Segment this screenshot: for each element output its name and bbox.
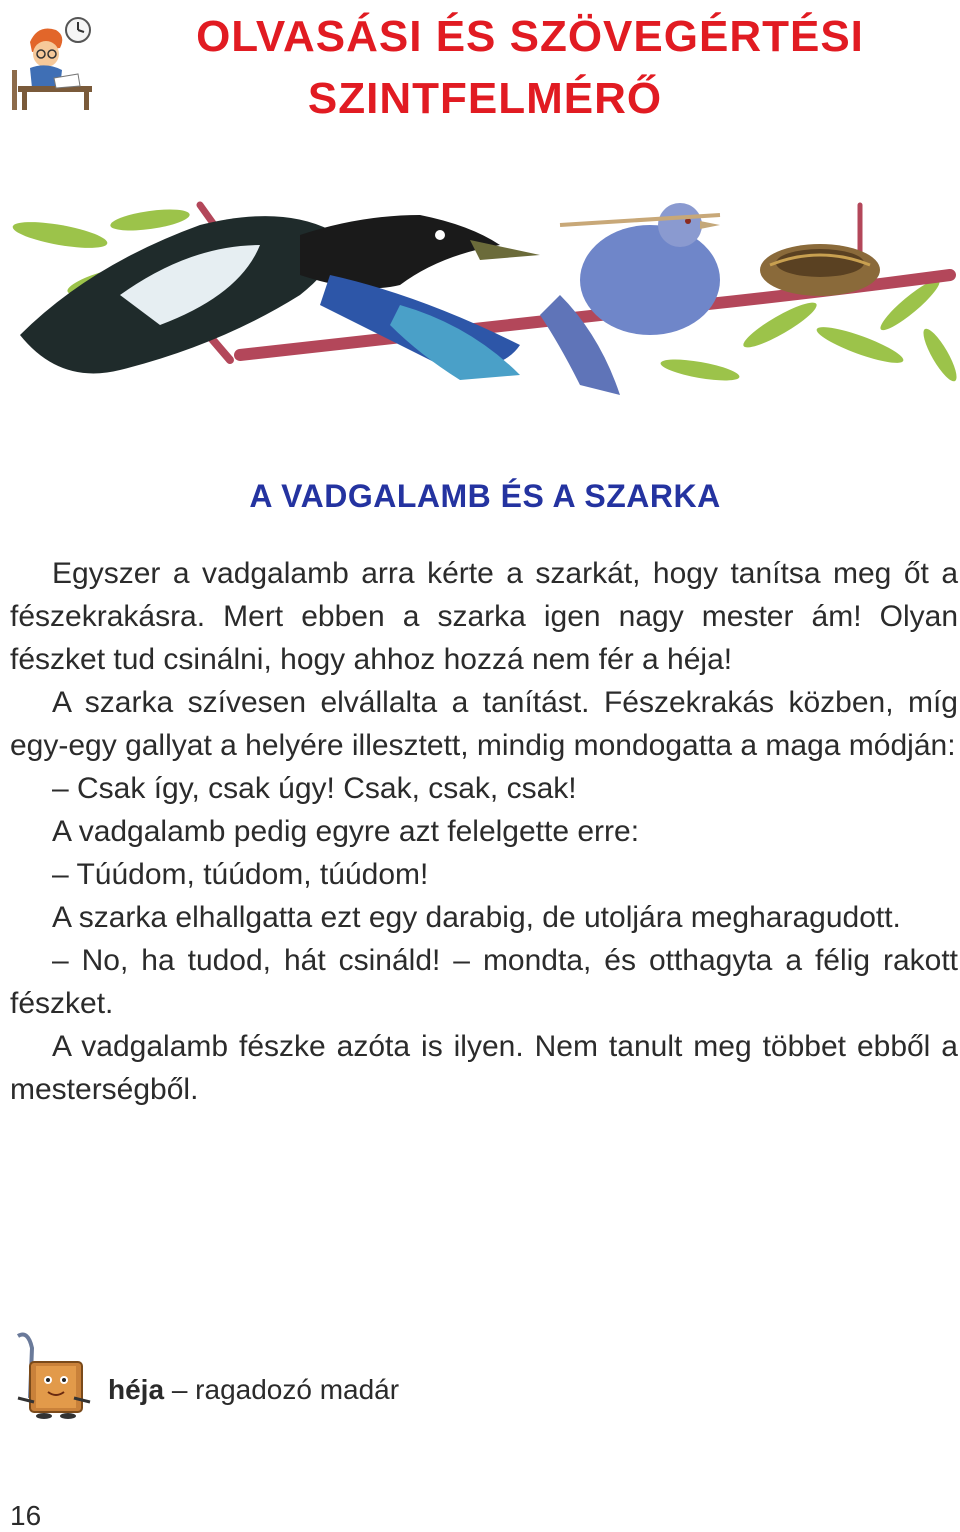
story-body: [10, 552, 958, 1111]
story-paragraph: A vadgalamb pedig egyre azt felelgette erre:: [52, 815, 640, 848]
story-dialogue: – Csak így, csak úgy! Csak, csak, csak!: [52, 772, 577, 805]
glossary-entry: [108, 1374, 399, 1406]
book-with-quill-icon: [8, 1328, 100, 1420]
glossary-dash: –: [171, 1374, 188, 1405]
story-title: A VADGALAMB ÉS A SZARKA: [249, 478, 721, 514]
page-title-line-1: OLVASÁSI ÉS SZÖVEGÉRTÉSI: [196, 12, 864, 61]
story-paragraph: Egyszer a vadgalamb arra kérte a szarkát, hogy tanítsa meg őt a fészekrakásra. Mert ebben a szarka igen nagy mester ám! Olyan fészket tud csinálni, hogy ahhoz hozzá nem fér a héja!: [10, 557, 958, 676]
magpie-and-pigeon-illustration: [0, 185, 960, 410]
story-dialogue: – No, ha tudod, hát csináld! – mondta, és otthagyta a félig rakott fészket.: [10, 944, 958, 1020]
story-paragraph: A szarka elhallgatta ezt egy darabig, de utoljára megharagudott.: [52, 901, 901, 934]
glossary-definition: ragadozó madár: [195, 1374, 400, 1405]
story-paragraph: A szarka szívesen elvállalta a tanítást. Fészekrakás közben, míg egy-egy gallyat a helyére illesztett, mindig mondogatta a maga módján:: [10, 686, 958, 762]
page-title-line-2: SZINTFELMÉRŐ: [307, 74, 663, 123]
page-number: 16: [10, 1500, 42, 1531]
story-paragraph: A vadgalamb fészke azóta is ilyen. Nem tanult meg többet ebből a mesterségből.: [10, 1030, 958, 1106]
glossary-term: héja: [108, 1374, 165, 1405]
story-dialogue: – Túúdom, túúdom, túúdom!: [52, 858, 429, 891]
